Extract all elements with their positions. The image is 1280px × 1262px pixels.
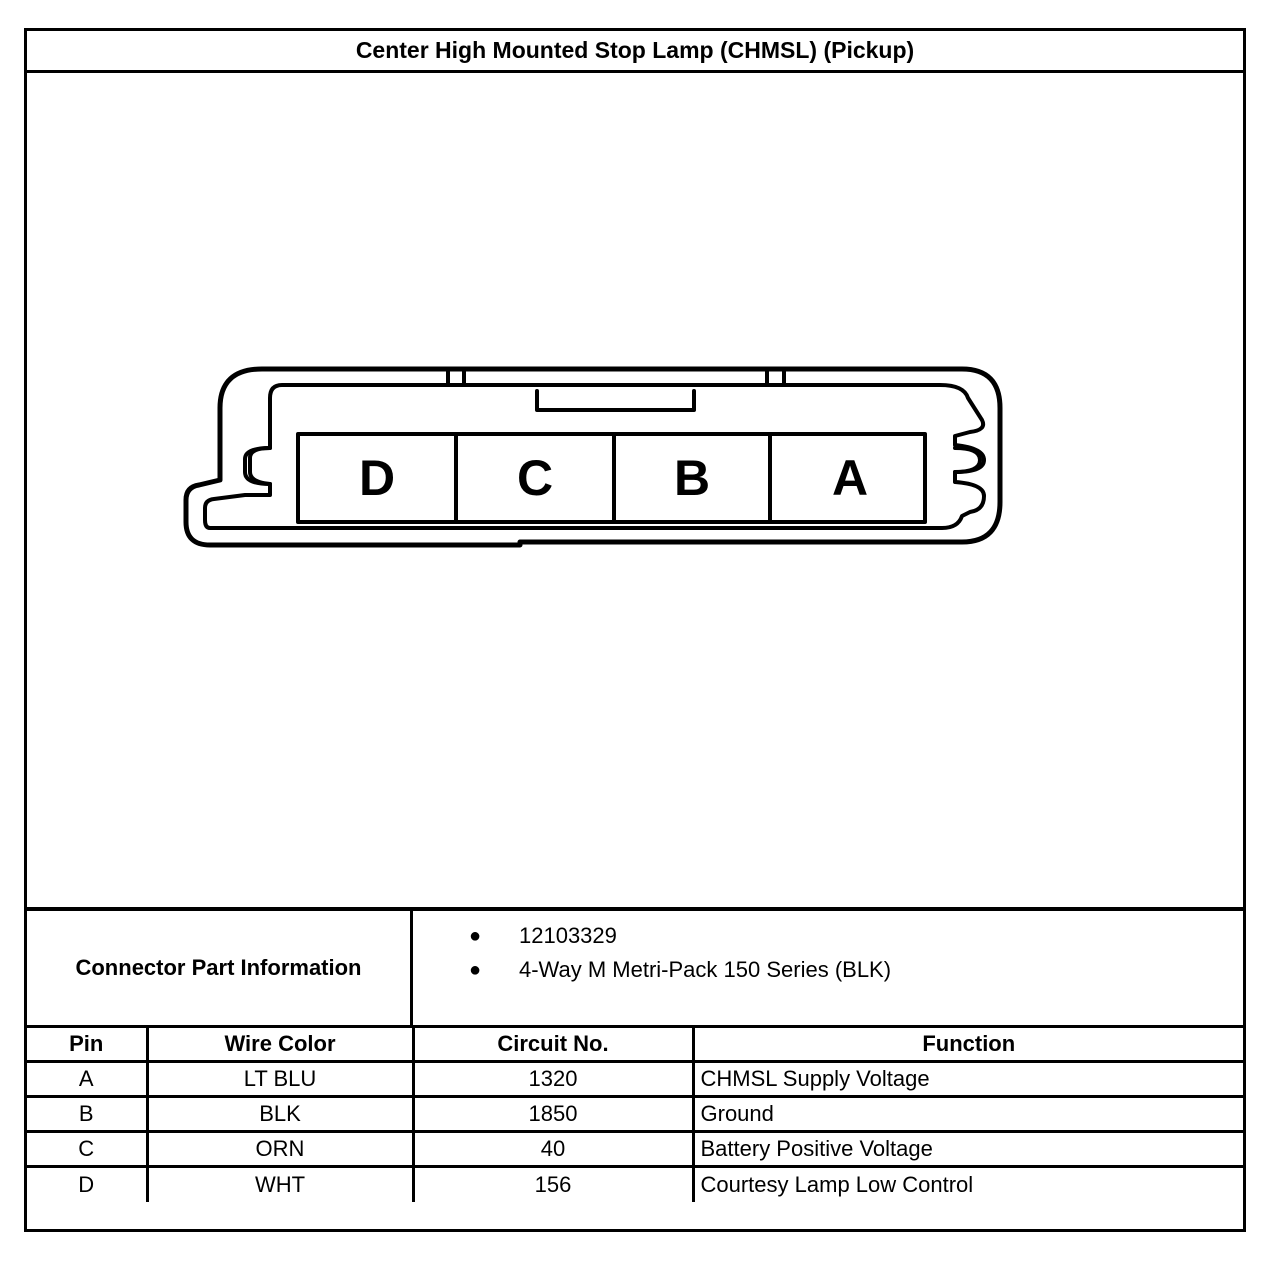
header-pin: Pin (27, 1027, 147, 1062)
circuit-cell: 1320 (413, 1062, 693, 1097)
connector-part-info-row (27, 907, 1243, 1025)
pin-cell: A (27, 1062, 147, 1097)
table-row (27, 1167, 1243, 1202)
function-cell: CHMSL Supply Voltage (693, 1062, 1243, 1097)
key-slot (537, 391, 694, 410)
connector-drawing (27, 73, 1243, 907)
table-row (27, 1062, 1243, 1097)
function-cell: Battery Positive Voltage (693, 1132, 1243, 1167)
wire-color-cell: BLK (147, 1097, 413, 1132)
wire-color-cell: ORN (147, 1132, 413, 1167)
table-row (27, 1132, 1243, 1167)
pin-table (27, 1025, 1243, 1202)
right-latch-notch (955, 448, 980, 472)
part-info-list (413, 911, 1243, 1025)
function-cell: Ground (693, 1097, 1243, 1132)
header-circuit-no: Circuit No. (413, 1027, 693, 1062)
wire-color-cell: WHT (147, 1167, 413, 1202)
left-latch-notch (250, 448, 270, 484)
bullet-icon: ● (469, 925, 482, 947)
pin-cell: D (27, 1167, 147, 1202)
cavity-label-a: A (831, 450, 869, 506)
page-title: Center High Mounted Stop Lamp (CHMSL) (Pickup) (27, 31, 1243, 73)
pin-cell: B (27, 1097, 147, 1132)
connector-series: 4-Way M Metri-Pack 150 Series (BLK) (519, 957, 892, 982)
header-function: Function (693, 1027, 1243, 1062)
cavity-label-c: C (516, 450, 554, 506)
pin-cell: C (27, 1132, 147, 1167)
connector-face-svg (27, 73, 1243, 907)
header-wire-color: Wire Color (147, 1027, 413, 1062)
circuit-cell: 156 (413, 1167, 693, 1202)
table-header-row (27, 1027, 1243, 1062)
table-row (27, 1097, 1243, 1132)
cavity-label-b: B (673, 450, 711, 506)
part-number: 12103329 (519, 923, 617, 948)
function-cell: Courtesy Lamp Low Control (693, 1167, 1243, 1202)
connector-housing-outline (186, 369, 1000, 545)
circuit-cell: 40 (413, 1132, 693, 1167)
part-info-label: Connector Part Information (27, 911, 413, 1025)
circuit-cell: 1850 (413, 1097, 693, 1132)
cavity-label-d: D (358, 450, 396, 506)
connector-sheet (24, 28, 1246, 1232)
wire-color-cell: LT BLU (147, 1062, 413, 1097)
bullet-icon: ● (469, 959, 482, 981)
